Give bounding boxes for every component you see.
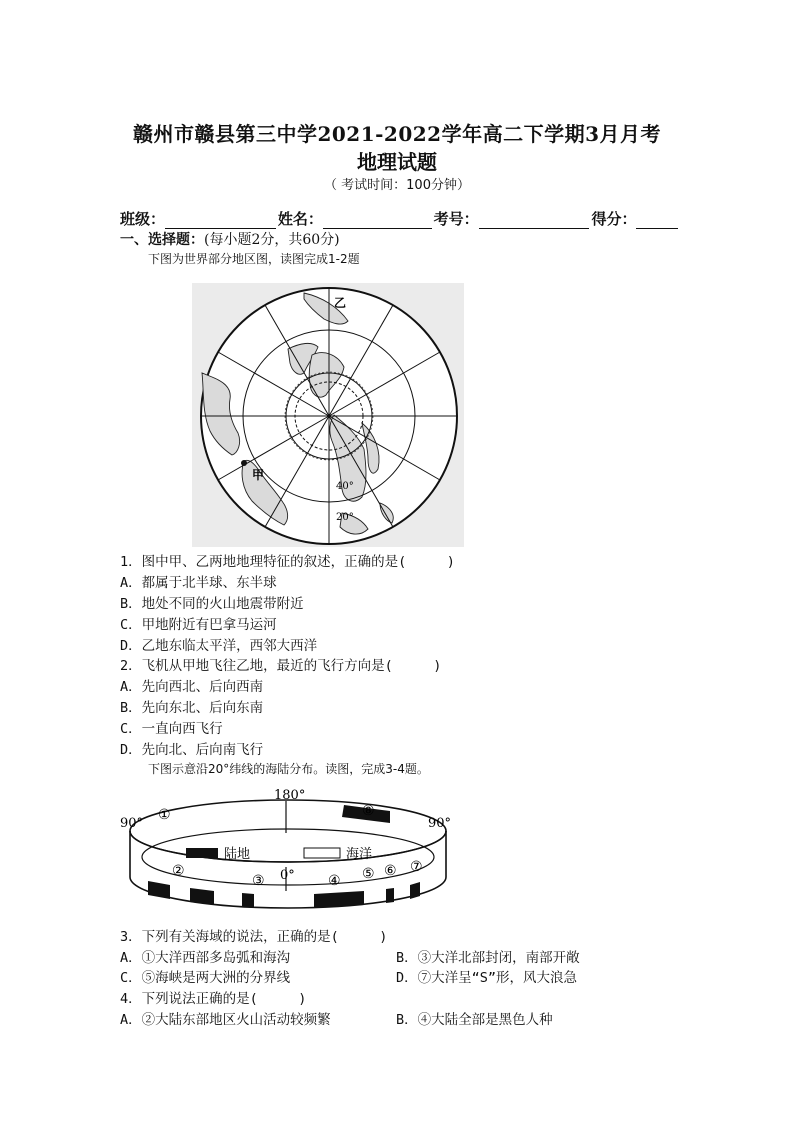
section-heading (120, 229, 340, 249)
exam-time: （ 考试时间：100分钟） (324, 178, 470, 193)
legend-land-swatch (186, 848, 218, 858)
legend-ocean-label: 海洋 (346, 847, 373, 862)
question-2-option-d[interactable]: D．先向北、后向南飞行 (120, 742, 264, 758)
question-3-option-c[interactable]: C．⑤海峡是两大洲的分界线 (120, 970, 291, 986)
exam-subtitle: 地理试题 (357, 150, 437, 174)
area-7-label: ⑦ (410, 859, 423, 875)
point-jia-marker (241, 460, 247, 466)
question-1-option-d[interactable]: D．乙地东临太平洋，西邻大西洋 (120, 638, 318, 654)
label-lat-20: 20° (336, 512, 354, 523)
latitude-ring-diagram (118, 785, 458, 915)
question-1-option-a[interactable]: A．都属于北半球、东半球 (120, 575, 277, 591)
label-yi: 乙 (334, 296, 347, 310)
lon-90-left-label: 90° (120, 816, 144, 831)
lon-0-label: 0° (280, 868, 295, 883)
polar-map-svg (192, 283, 468, 547)
area-1-label: ① (158, 807, 171, 823)
question-2-stem: 2．飞机从甲地飞往乙地，最近的飞行方向是( ) (120, 658, 442, 674)
area-6-label: ⑥ (384, 863, 397, 879)
area-2-label: ② (172, 863, 185, 879)
question-3-option-d[interactable]: D．⑦大洋呈“S”形，风大浪急 (396, 970, 578, 986)
latitude-ring-svg (118, 785, 458, 915)
section-title: 一、选择题： (120, 232, 204, 248)
lon-180-label: 180° (274, 788, 306, 803)
area-3-label: ③ (252, 873, 265, 889)
score-blank[interactable] (636, 212, 678, 229)
question-2-option-a[interactable]: A．先向西北、后向西南 (120, 679, 264, 695)
class-label: 班级： (120, 210, 166, 228)
area-4-label: ④ (328, 873, 341, 889)
exam-title: 赣州市赣县第三中学2021-2022学年高二下学期3月月考 (132, 122, 662, 146)
legend-land-label: 陆地 (224, 847, 251, 862)
question-1-option-b[interactable]: B．地处不同的火山地震带附近 (120, 596, 304, 612)
question-2-option-b[interactable]: B．先向东北、后向东南 (120, 700, 264, 716)
intro-text-1: 下图为世界部分地区图，读图完成1-2题 (148, 252, 360, 266)
polar-map (192, 283, 468, 547)
name-label: 姓名： (277, 210, 323, 228)
question-2-option-c[interactable]: C．一直向西飞行 (120, 721, 223, 737)
label-lat-40: 40° (336, 481, 354, 492)
question-4-option-a[interactable]: A．②大陆东部地区火山活动较频繁 (120, 1012, 331, 1028)
student-info-line (120, 208, 680, 229)
area-8-label: ⑧ (362, 803, 375, 819)
question-3-option-a[interactable]: A．①大洋西部多岛弧和海沟 (120, 950, 291, 966)
legend-ocean-swatch (304, 848, 340, 858)
area-5-label: ⑤ (362, 866, 375, 882)
question-3-option-b[interactable]: B．③大洋北部封闭，南部开敞 (396, 950, 580, 966)
number-label: 考号： (433, 210, 479, 228)
class-blank[interactable] (165, 212, 276, 229)
question-1-option-c[interactable]: C．甲地附近有巴拿马运河 (120, 617, 277, 633)
section-note: (每小题2分，共60分) (204, 232, 340, 248)
number-blank[interactable] (479, 212, 590, 229)
lon-90-right-label: 90° (428, 816, 452, 831)
question-4-option-b[interactable]: B．④大陆全部是黑色人种 (396, 1012, 553, 1028)
label-jia: 甲 (252, 468, 265, 482)
question-4-stem: 4．下列说法正确的是( ) (120, 991, 307, 1007)
score-label: 得分： (591, 210, 637, 228)
name-blank[interactable] (323, 212, 432, 229)
question-1-stem: 1．图中甲、乙两地地理特征的叙述，正确的是( ) (120, 554, 455, 570)
intro-text-2: 下图示意沿20°纬线的海陆分布。读图，完成3-4题。 (148, 762, 429, 776)
question-3-stem: 3．下列有关海域的说法，正确的是( ) (120, 929, 388, 945)
